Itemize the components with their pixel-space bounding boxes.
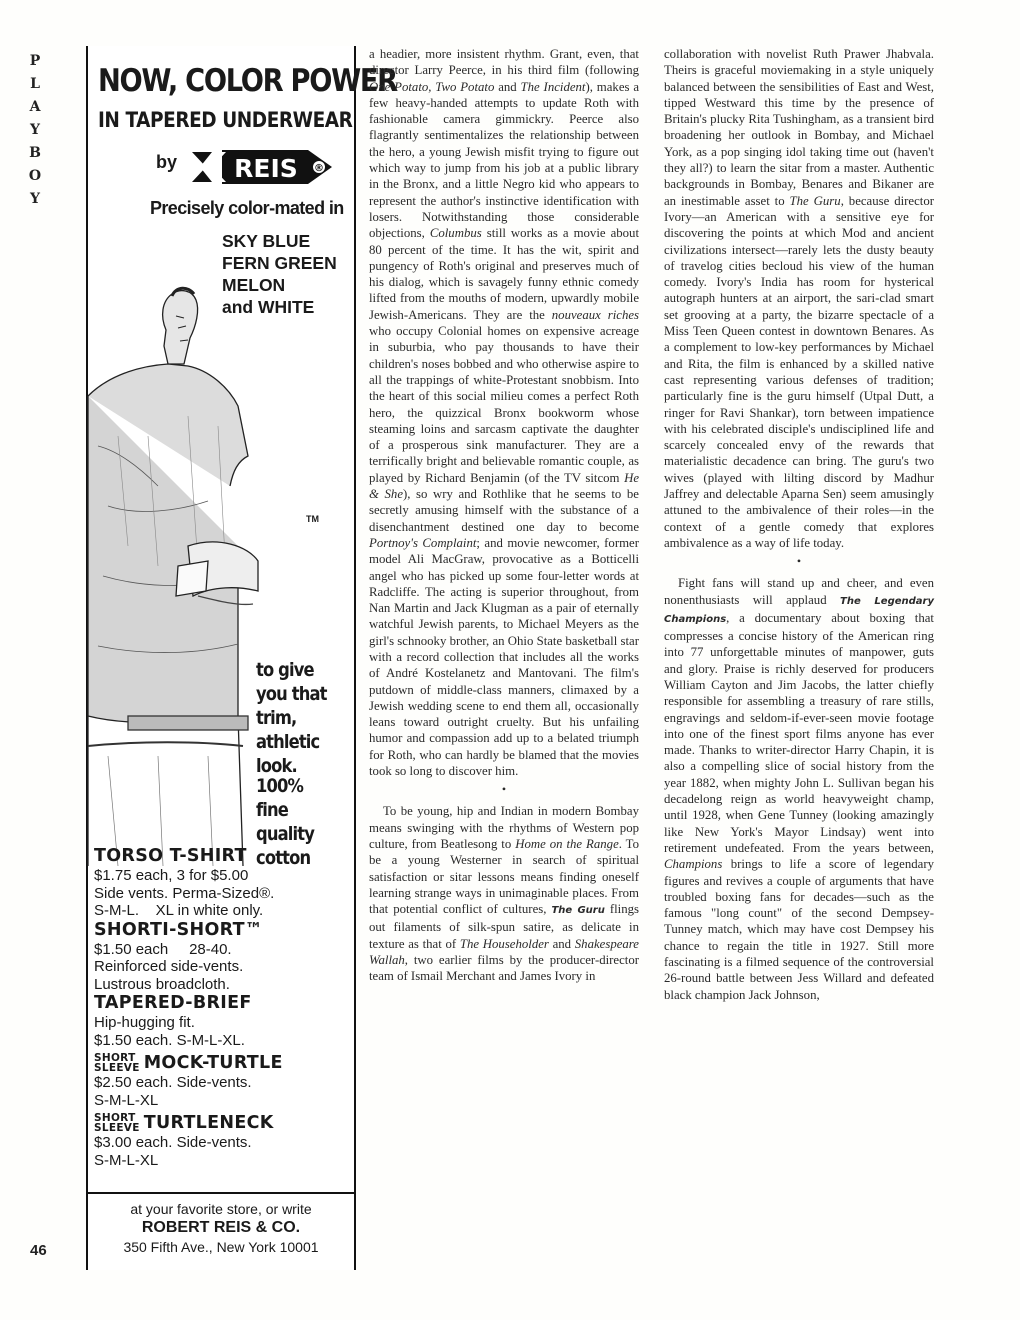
article-paragraph: collaboration with novelist Ruth Prawer Jhabvala. Theirs is graceful moviemaking in a style uniquely balanced between the sensibilities of East and West, tipped Westward this time by the presence of Britain's plucky Rita Tushingham, as a transient bird broadening her outlook in Bombay, and Michael York, as a pop singing idol taking time out (haven't they all?) to learn the sitar from a master. Authentic backgrounds in Bombay, Benares and Bikaner are an inestimable asset to The Guru, because director Ivory—an American with a sensitive eye for discovering the points at which Mod and ancient civilizations intersect—rarely lets the dusty beauty of travelog cities becloud his view of the human comedy. Ivory's India has room for hysterical autograph hunters at an airport, the sari-clad smart set grooving at a party, the bizarre spectacle of a Miss Teen Queen contest in downtown Benares. As a complement to low-key performances by Michael and Rita, the film is enhanced by a skilled native cast representing various defenses of tradition; particularly fine is the guru himself (Utpal Dutt, a ringer for Ravi Shankar), torn between impatience with his celebrated disciple's undisciplined life and scarcely concealed envy of the rewards that materialistic decadence can bring. The guru's two wives (played with lilting discord by Madhur Jaffrey and delectable Aparna Sen) seem amusingly attuned to the ambivalence of their roles—in the context of a gentle comedy that explores ambivalence as a way of life today. xyxy=(664,47,934,550)
product-detail: $1.50 each. S-M-L-XL. xyxy=(94,1031,245,1049)
product-detail: S-M-L. XL in white only. xyxy=(94,902,264,919)
product-detail: Reinforced side-vents. xyxy=(94,958,244,975)
running-head-letter: Y xyxy=(30,122,40,138)
product-detail: S-M-L-XL xyxy=(94,1091,159,1109)
reis-underwear-advertisement xyxy=(86,46,397,1270)
cotton-line: cotton xyxy=(256,847,311,869)
ad-footer xyxy=(88,1192,354,1256)
short-sleeve-label: SHORT SLEEVE xyxy=(94,1112,140,1134)
product-detail: Side vents. Perma-Sized®. xyxy=(94,884,275,902)
ad-footer-address: 350 Fifth Ave., New York 10001 xyxy=(123,1239,319,1255)
product-detail: Hip-hugging fit. xyxy=(94,1014,195,1031)
benefit-line: look. xyxy=(256,755,297,777)
color-option: SKY BLUE xyxy=(222,231,311,251)
cotton-line: 100% xyxy=(256,775,304,797)
ad-footer-company: ROBERT REIS & CO. xyxy=(141,1219,301,1236)
ad-by-label: by xyxy=(156,152,178,172)
ad-headline: NOW, COLOR POWER xyxy=(98,63,397,99)
man-in-tshirt-illustration xyxy=(88,246,258,866)
benefit-line: athletic xyxy=(256,731,320,753)
reis-logo xyxy=(192,148,338,186)
running-head-letter: P xyxy=(29,53,41,69)
ad-benefit-copy xyxy=(256,658,327,778)
product-shorti-short xyxy=(94,920,352,994)
product-name-row xyxy=(94,1113,352,1134)
trademark-symbol: TM xyxy=(306,514,319,524)
color-option: and WHITE xyxy=(222,297,315,317)
product-torso-tshirt xyxy=(94,846,352,920)
logo-brand-text: REIS xyxy=(234,154,298,183)
running-head-letter: A xyxy=(29,99,41,115)
product-tapered-brief xyxy=(94,993,352,1049)
cotton-line: fine xyxy=(256,799,288,821)
running-head-letter: L xyxy=(30,76,40,92)
product-detail: $1.50 each 28-40. xyxy=(94,940,232,958)
product-name-row xyxy=(94,1053,352,1074)
ad-subheadline: IN TAPERED UNDERWEAR xyxy=(98,108,353,132)
running-head-letter: Y xyxy=(30,191,40,207)
benefit-line: trim, xyxy=(256,707,297,729)
short-sleeve-label: SHORT SLEEVE xyxy=(94,1052,140,1074)
product-list xyxy=(94,846,352,1169)
color-option: MELON xyxy=(222,275,286,295)
product-name: TORSO T-SHIRT xyxy=(94,846,247,866)
product-detail: $2.50 each. Side-vents. xyxy=(94,1074,252,1091)
product-name: MOCK-TURTLE xyxy=(143,1053,283,1073)
running-head xyxy=(22,50,48,211)
registered-mark: ® xyxy=(314,163,324,174)
article-paragraph: Fight fans will stand up and cheer, and even nonenthusiasts will applaud The Legendary Champions, a documentary about boxing that compresses a concise history of the American ring into 77 unforgettable minutes of manpower, guts and glory. Praise is richly deserved for producers William Cayton and Jim Jacobs, the latter chiefly responsible for assembling a treasury of rare stills, engravings and seldom-if-ever-seen movie footage into one of the finest sport films anyone has ever made. Thanks to writer-director Harry Chapin, it is also a compelling slice of social history from the year 1882, when mighty John L. Sullivan began his decadelong reign as world heavyweight champ, until 1928, when Gene Tunney (looking amazingly like New York's Mayor Lindsay) went into retirement undefeated. From the years between, Champions brings to life a score of legendary figures and revives a couple of arguments that have troubled boxing fans for decades—such as the famous "long count" of the second Dempsey-Tunney match, which may have cost Dempsey his chance to regain the title in 1927. Still more fascinating is a filmed sequence of the controversial 26-round battle between Jess Willard and defeated black champion Jack Johnson, xyxy=(664,576,935,1002)
ad-tagline: Precisely color-mated in xyxy=(150,198,344,218)
product-name: TAPERED-BRIEF xyxy=(94,993,252,1013)
article-column-1 xyxy=(369,46,639,985)
benefit-line: to give xyxy=(256,659,314,681)
product-detail: $1.75 each, 3 for $5.00 xyxy=(94,867,249,884)
benefit-line: you that xyxy=(256,683,327,705)
product-detail: Lustrous broadcloth. xyxy=(94,975,230,993)
product-name: SHORTI-SHORT™ xyxy=(94,919,263,940)
running-head-letter: O xyxy=(28,168,42,184)
section-divider: • xyxy=(501,782,507,797)
ad-footer-instruction: at your favorite store, or write xyxy=(130,1201,312,1217)
article-paragraph: To be young, hip and Indian in modern Bombay means swinging with the rhythms of Western pop culture, from Beatlesong to Home on the Range. To be a young Westerner in search of spiritual satisfaction or sitar lessons means finding oneself learning strange ways in unimaginable places. From that potential conflict of cultures, The Guru flings out filaments of silk-spun satire, as delicate in texture as that of The Householder and Shakespeare Wallah, two earlier films by the producer-director team of Ismail Merchant and James Ivory in xyxy=(369,804,639,984)
product-detail: $3.00 each. Side-vents. xyxy=(94,1134,252,1151)
section-divider: • xyxy=(796,554,802,569)
article-column-2 xyxy=(664,46,934,1003)
product-mock-turtle xyxy=(94,1053,352,1109)
color-option: FERN GREEN xyxy=(222,253,337,273)
cotton-line: quality xyxy=(256,823,315,845)
page-number: 46 xyxy=(30,1242,47,1259)
product-detail: S-M-L-XL xyxy=(94,1151,159,1169)
running-head-letter: B xyxy=(29,145,41,161)
product-name: TURTLENECK xyxy=(143,1113,274,1133)
article-paragraph: a headier, more insistent rhythm. Grant, even, that director Larry Peerce, in his third film (following One Potato, Two Potato and The Incident), makes a few heavy-handed attempts to update Roth with fashionable camera gimmickry. Peerce also flagrantly sentimentalizes the relationship between the hero, a young Jewish misfit trying to figure out which way to jump from his job at a public library in the Bronx, and a little Negro kid who appears to represent the author's instinctive identification with losers. Notwithstanding those considerable objections, Columbus still works as a movie about 80 percent of the time. It has the wit, spirit and pungency of Roth's original and preserves much of his dialog, which is savagely funny ethnic comedy lifted from the mouths of modern, upwardly mobile Jewish-Americans. They are the nouveaux riches who occupy Colonial homes on expensive acreage in suburbia, who pay thousands to have their children's noses bobbed and who otherwise aspire to all the trappings of white-Protestant snobbism. Into the heart of this social milieu comes a perfect Roth hero, the quizzical Bronx bookworm whose steaming loins and sarcasm captivate the daughter of a prosperous sink manufacturer. They are a terrifically bright and believable romantic couple, as played by Richard Benjamin (of the TV sitcom He & She), so wry and Rothlike that he seems to be secretly amusing himself with the substance of a disenchantment destined one day to become Portnoy's Complaint; and movie newcomer, former model Ali MacGraw, provocative as a Botticelli angel who has picked up some four-letter words at Radcliffe. The acting is superior throughout, from Nan Martin and Jack Klugman as a pair of eternally watchful Jewish parents, to Michael Meyers as the girl's schnooky brother, an Ohio State basketball star with a record collection that includes all the works of André Kostelanetz and Mantovani. The film's putdown of middle-class manners, climaxed by a Jewish wedding scene to end them all, occasionally leans toward outright cruelty. But his unfailing humor and compassion add up to a belated triumph for Roth, who can hardly be blamed that the movies took so long to discover him. xyxy=(369,47,640,779)
product-turtleneck xyxy=(94,1113,352,1169)
